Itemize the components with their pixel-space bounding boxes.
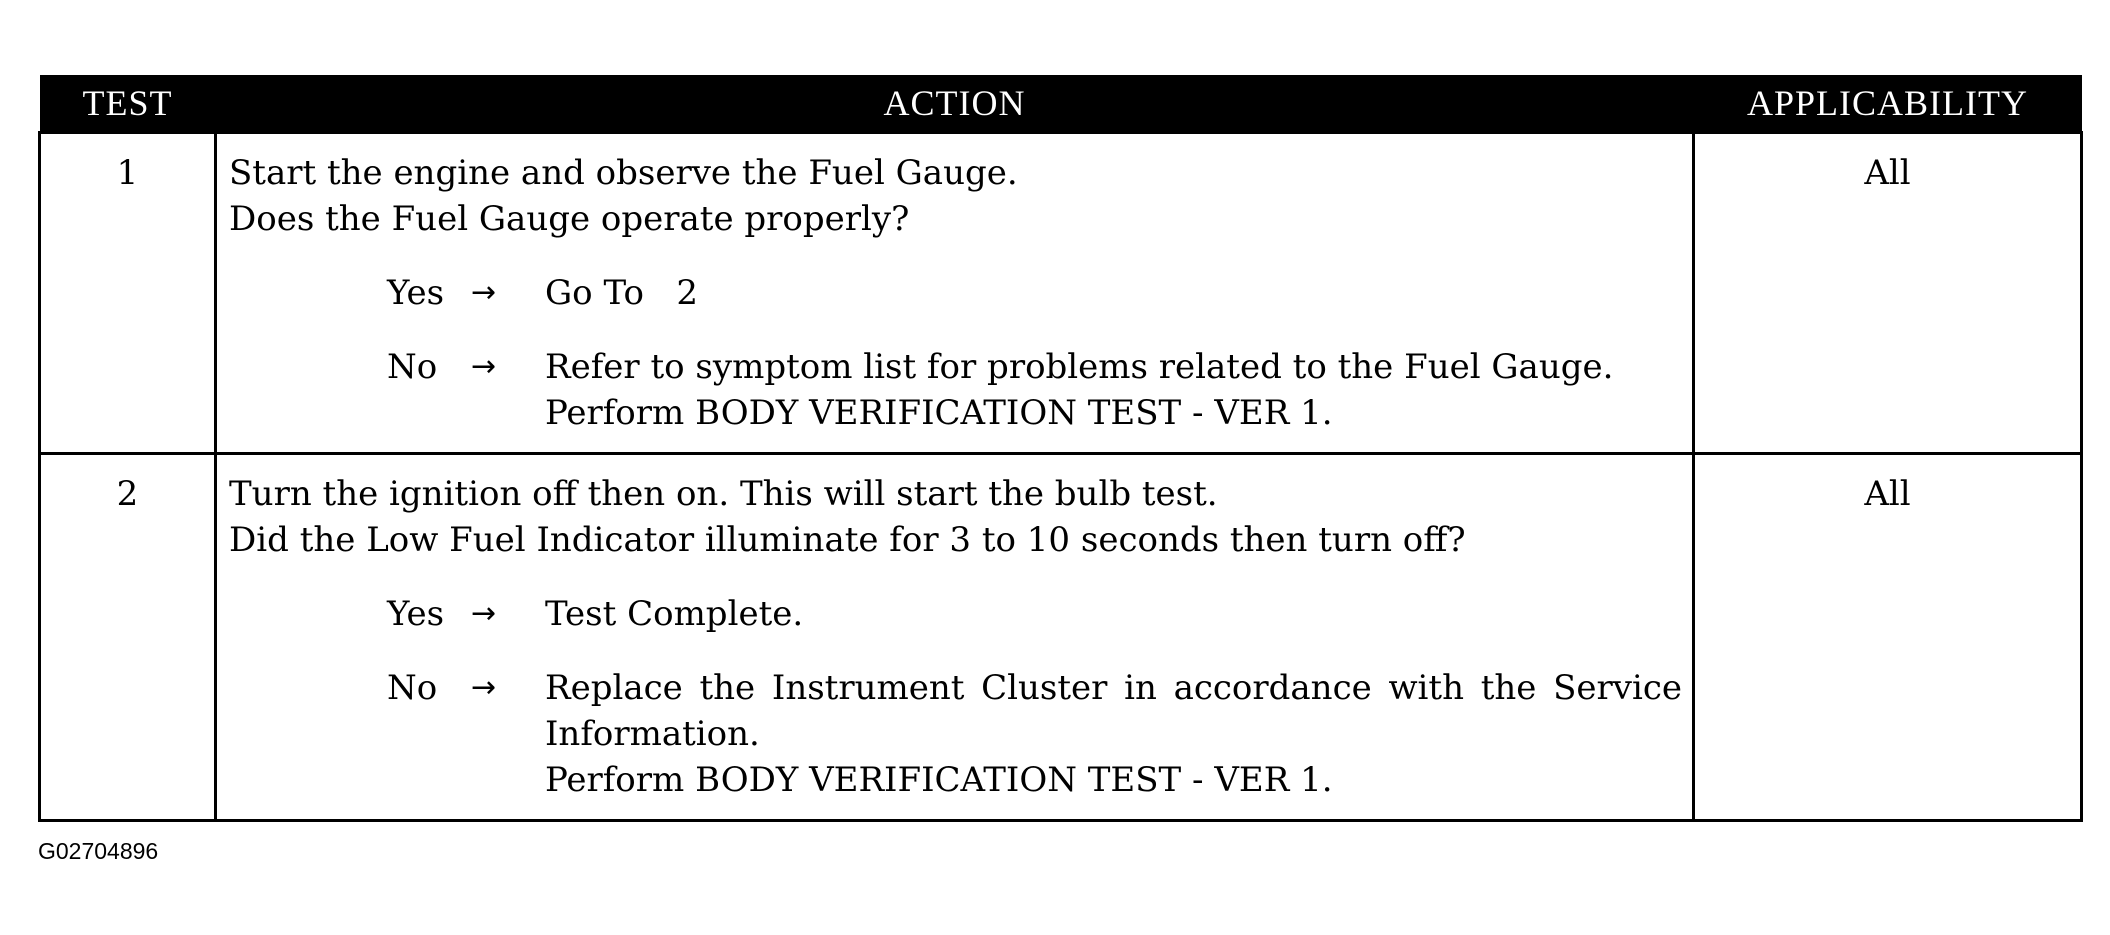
result-line: Information. <box>545 714 760 754</box>
right-arrow-icon: → <box>471 275 497 310</box>
result-text <box>545 270 1682 316</box>
result-text <box>545 344 1682 436</box>
diagnostic-test-table-container <box>38 75 2080 822</box>
result-label-no: No <box>387 347 438 387</box>
instruction-line: Turn the ignition off then on. This will start the bulb test. <box>229 474 1218 514</box>
result-line: Refer to symptom list for problems related to the Fuel Gauge. <box>545 347 1614 387</box>
result-line: Perform BODY VERIFICATION TEST - VER 1. <box>545 760 1333 800</box>
applicability-value: All <box>1694 133 2082 454</box>
right-arrow-icon: → <box>471 670 497 705</box>
result-text <box>545 591 1682 637</box>
table-row <box>40 133 2082 454</box>
instruction-line: Did the Low Fuel Indicator illuminate for 3 to 10 seconds then turn off? <box>229 520 1466 560</box>
result-label-no: No <box>387 668 438 708</box>
instruction-line: Does the Fuel Gauge operate properly? <box>229 199 910 239</box>
result-block <box>387 270 1682 436</box>
header-applicability: APPLICABILITY <box>1694 75 2082 133</box>
result-line: Test Complete. <box>545 594 804 634</box>
diagnostic-test-table <box>38 75 2083 822</box>
action-cell <box>216 133 1694 454</box>
instruction-line: Start the engine and observe the Fuel Gauge. <box>229 153 1018 193</box>
result-label-yes: Yes <box>387 594 445 634</box>
header-test: TEST <box>40 75 216 133</box>
test-number: 1 <box>40 133 216 454</box>
action-cell <box>216 454 1694 821</box>
right-arrow-icon: → <box>471 596 497 631</box>
result-line: Perform BODY VERIFICATION TEST - VER 1. <box>545 393 1333 433</box>
result-label-yes: Yes <box>387 273 445 313</box>
test-number: 2 <box>40 454 216 821</box>
table-header-row <box>40 75 2082 133</box>
result-text <box>545 665 1682 803</box>
result-line: Replace the Instrument Cluster in accordance with the Service <box>545 668 1682 708</box>
applicability-value: All <box>1694 454 2082 821</box>
result-block <box>387 591 1682 803</box>
table-row <box>40 454 2082 821</box>
header-action: ACTION <box>216 75 1694 133</box>
right-arrow-icon: → <box>471 349 497 384</box>
result-line: Go To 2 <box>545 273 698 313</box>
figure-id: G02704896 <box>38 838 159 864</box>
